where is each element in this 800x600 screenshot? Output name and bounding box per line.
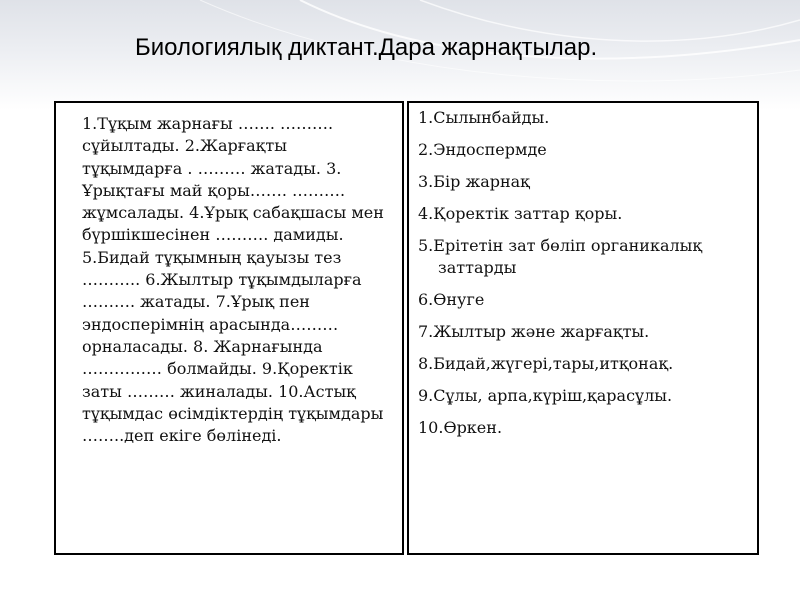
dictation-panel	[54, 101, 404, 555]
answer-item: 3.Бір жарнақ	[418, 172, 530, 191]
answers-list	[418, 107, 753, 449]
answer-item: 9.Сұлы, арпа,күріш,қарасұлы.	[418, 386, 673, 405]
answer-item: 5.Ерітетін зат бөліп органикалық заттарды	[418, 236, 703, 277]
answer-item: 2.Эндоспермде	[418, 140, 547, 159]
dictation-text: 1.Тұқым жарнағы ……. ………. сұйылтады. 2.Жарғақты тұқымдарға . ……… жатады. 3. Ұрықтағы май қоры……. ………. жұмсалады. 4.Ұрық сабақшасы мен бүршікшесінен ………. дамиды. 5.Бидай тұқымның қауызы тез ……….. 6.Жылтыр тұқымдыларға ………. жатады. 7.Ұрық пен эндосперімнің арасында……… орналасады. 8. Жарнағында …………… болмайды. 9.Қоректік заты ……… жиналады. 10.Астық тұқымдас өсімдіктердің тұқымдары ……..деп екіге бөлінеді.	[82, 114, 384, 446]
slide-title: Биологиялық диктант.Дара жарнақтылар.	[135, 34, 598, 61]
answer-item: 7.Жылтыр және жарғақты.	[418, 322, 650, 341]
answer-item: 10.Өркен.	[418, 418, 503, 437]
answer-item: 1.Сылынбайды.	[418, 108, 550, 127]
answer-item: 8.Бидай,жүгері,тары,итқонақ.	[418, 354, 674, 373]
answer-item: 6.Өнуге	[418, 290, 485, 309]
answers-panel	[407, 101, 759, 555]
answer-item: 4.Қоректік заттар қоры.	[418, 204, 623, 223]
